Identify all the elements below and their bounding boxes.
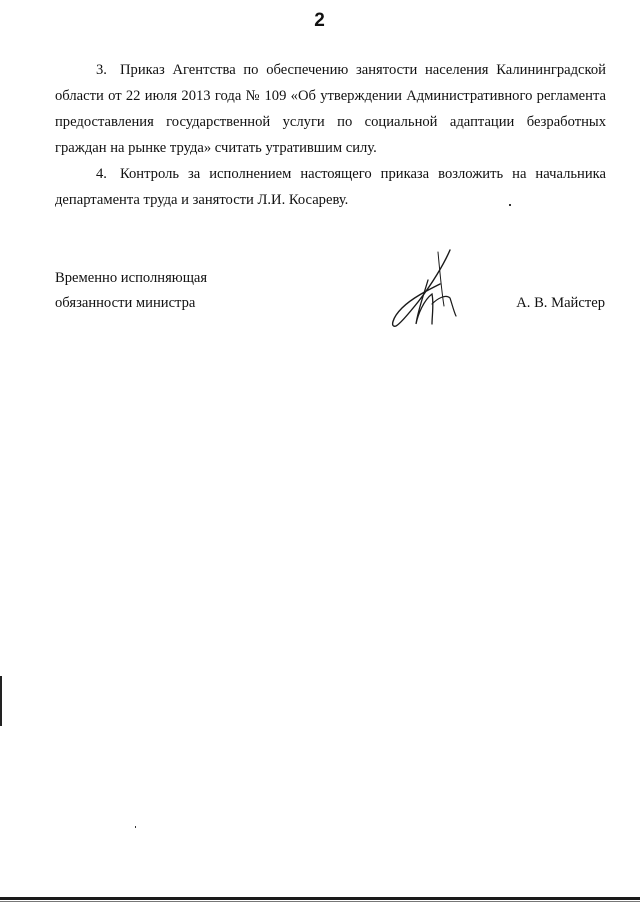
scan-edge-bottom-shadow [0,901,640,902]
scan-edge-bottom [0,897,640,900]
paragraph-4 [55,161,606,213]
signatory-title [55,266,207,316]
paragraph-text: Контроль за исполнением настоящего приказа возложить на начальника департамента труда и занятости Л.И. Косареву. [55,166,606,208]
signatory-title-line-2: обязанности министра [55,295,196,311]
scan-speck [509,204,511,206]
page-number: 2 [314,10,326,31]
scan-edge-left [0,676,2,726]
paragraph-number: 4. [96,166,107,182]
handwritten-signature [388,244,478,334]
paragraph-number: 3. [96,62,107,78]
document-body [55,57,606,213]
paragraph-text: Приказ Агентства по обеспечению занятости населения Калининградской области от 22 июля 2013 года № 109 «Об утверждении Административного регламента предоставления государственной услуги по социальной адаптации безработных граждан на рынке труда» считать утратившим силу. [55,62,606,156]
signatory-name: А. В. Майстер [516,295,605,311]
paragraph-3 [55,57,606,161]
scan-speck [135,826,136,828]
signatory-title-line-1: Временно исполняющая [55,270,208,286]
